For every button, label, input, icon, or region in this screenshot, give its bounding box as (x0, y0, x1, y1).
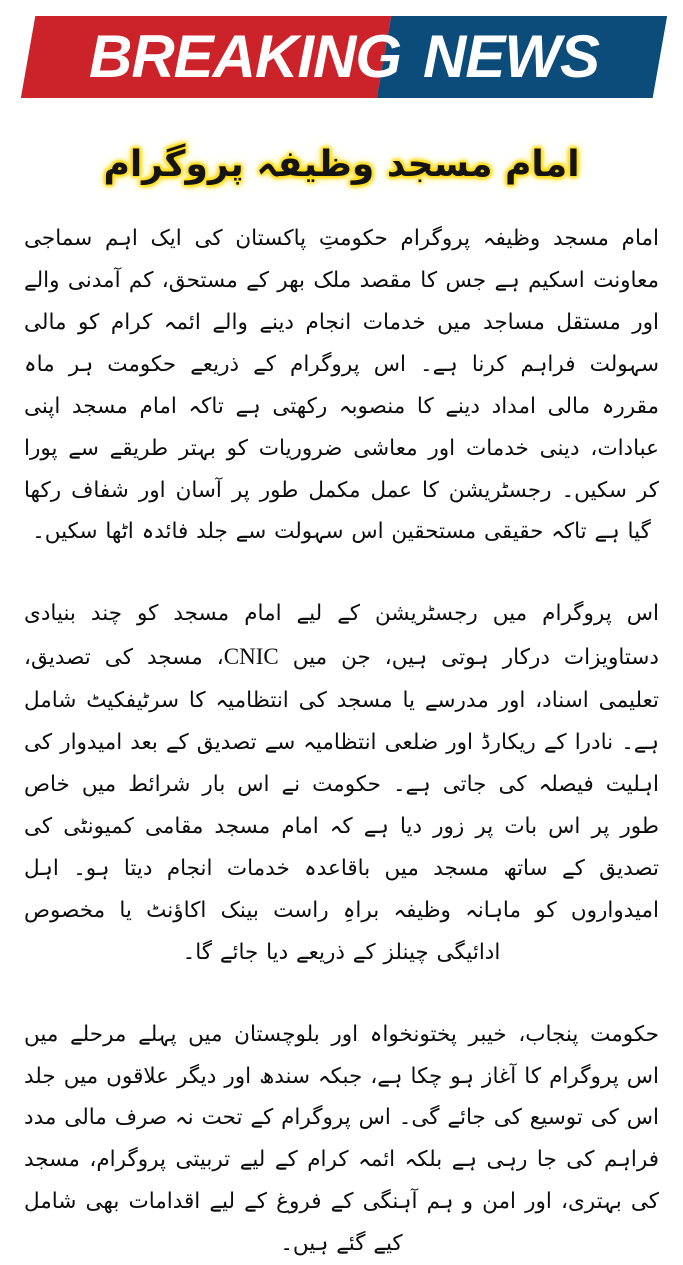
banner-word-breaking: BREAKING (88, 23, 401, 90)
banner-red-panel (21, 16, 392, 98)
breaking-news-banner (0, 0, 683, 112)
paragraph-2-text-after: ، مسجد کی تصدیق، تعلیمی اسناد، اور مدرسے یا مسجد کی انتظامیہ کا سرٹیفکیٹ شامل ہے۔ نادرا کے ریکارڈ اور ضلعی انتظامیہ سے تصدیق کے بعد امیدوار کی اہلیت فیصلہ کی جاتی ہے۔ حکومت نے اس بار شرائط میں خاص طور پر اس بات پر زور دیا ہے کہ امام مسجد مقامی کمیونٹی کی تصدیق کے ساتھ مسجد میں باقاعدہ خدمات انجام دیتا ہو۔ اہل امیدواروں کو ماہانہ وظیفہ براہِ راست بینک اکاؤنٹ یا مخصوص ادائیگی چینلز کے ذریعے دیا جائے گا۔ (24, 645, 659, 965)
cnic-term: CNIC (223, 644, 279, 670)
article-paragraph-2 (24, 593, 659, 973)
banner-shape (21, 16, 667, 98)
article-paragraph-3: حکومت پنجاب، خیبر پختونخواہ اور بلوچستان میں پہلے مرحلے میں اس پروگرام کا آغاز ہو چکا ہے، جبکہ سندھ اور دیگر علاقوں میں جلد اس کی توسیع کی جائے گی۔ اس پروگرام کے تحت نہ صرف مالی مدد فراہم کی جا رہی ہے بلکہ ائمہ کرام کے لیے تربیتی پروگرام، مسجد کی بہتری، اور امن و ہم آہنگی کے فروغ کے لیے اقدامات بھی شامل کیے گئے ہیں۔ (24, 1021, 659, 1257)
article-paragraph-1: امام مسجد وظیفہ پروگرام حکومتِ پاکستان کی ایک اہم سماجی معاونت اسکیم ہے جس کا مقصد ملک بھر کے مستحق، کم آمدنی والے اور مستقل مساجد میں خدمات انجام دینے والے ائمہ کرام کو مالی سہولت فراہم کرنا ہے۔ اس پروگرام کے ذریعے حکومت ہر ماہ مقررہ مالی امداد دینے کا منصوبہ رکھتی ہے تاکہ امام مسجد اپنی عبادات، دینی خدمات اور معاشی ضروریات کو بہتر طریقے سے پورا کر سکیں۔ رجسٹریشن کا عمل مکمل طور پر آسان اور شفاف رکھا گیا ہے تاکہ حقیقی مستحقین اس سہولت سے جلد فائدہ اٹھا سکیں۔ (24, 226, 659, 545)
article-body (0, 218, 683, 1265)
banner-word-news: NEWS (423, 23, 599, 90)
paragraph-2-text-before: اس پروگرام میں رجسٹریشن کے لیے امام مسجد کو چند بنیادی دستاویزات درکار ہوتی ہیں، جن میں (24, 601, 659, 671)
banner-blue-panel (377, 16, 667, 98)
page-title: امام مسجد وظیفہ پروگرام (103, 144, 580, 185)
